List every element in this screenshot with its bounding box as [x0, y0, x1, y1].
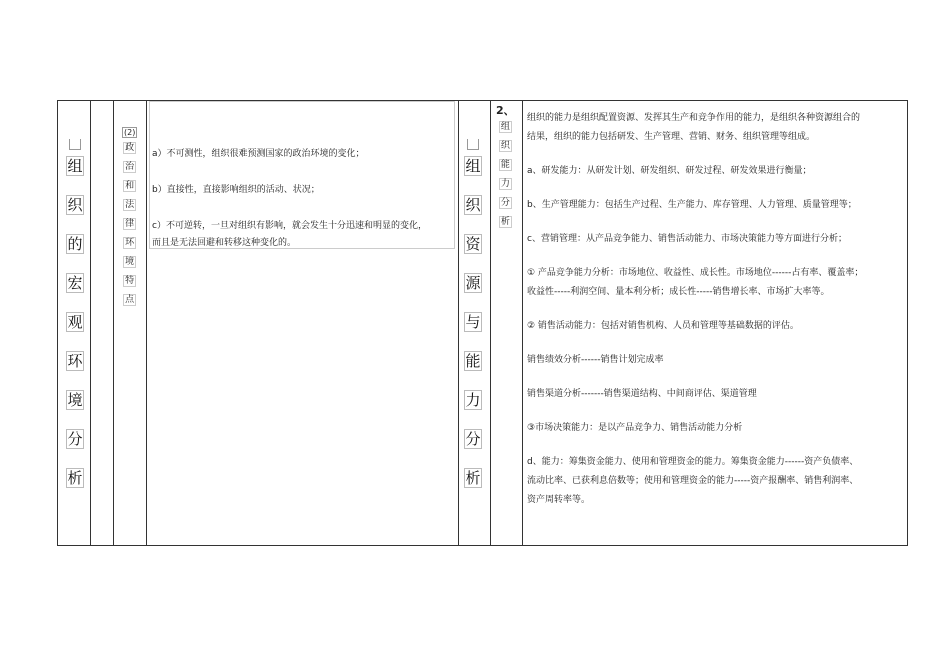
- title-char: 分: [465, 430, 481, 448]
- title-char: 织: [465, 196, 481, 214]
- text-line: ① 产品竞争能力分析：市场地位、收益性、成长性。市场地位------占有率、覆盖率；: [527, 268, 864, 278]
- feature-item: 而且是无法回避和转移这种变化的。: [152, 238, 297, 248]
- subtitle-char: 境: [125, 257, 135, 267]
- column-divider: [522, 101, 523, 545]
- title-char: 环: [67, 352, 83, 370]
- text-line: 收益性-----利润空间、量本利分析；成长性-----销售增长率、市场扩大率等。: [527, 287, 830, 297]
- bracket-mark: [69, 139, 81, 150]
- text-line: 销售绩效分析------销售计划完成率: [527, 355, 664, 365]
- column-divider: [490, 101, 491, 545]
- subtitle-char: 力: [500, 179, 510, 189]
- column-divider: [458, 101, 459, 545]
- text-line: ③市场决策能力：是以产品竞争力、销售活动能力分析: [527, 423, 743, 433]
- subtitle-char: 组: [500, 122, 510, 132]
- text-line: 流动比率、已获利息倍数等；使用和管理资金的能力-----资产报酬率、销售利润率、: [527, 476, 859, 486]
- ability-subtitle: [496, 105, 515, 235]
- content-table: [57, 100, 908, 546]
- subtitle-char: 法: [125, 200, 135, 210]
- text-line: c、营销管理：从产品竞争能力、销售活动能力、市场决策能力等方面进行分析；: [527, 234, 847, 244]
- text-line: 销售渠道分析-------销售渠道结构、中间商评估、渠道管理: [527, 389, 757, 399]
- title-char: 与: [465, 313, 481, 331]
- title-char: 析: [465, 469, 481, 487]
- column-divider: [90, 101, 91, 545]
- title-char: 资: [465, 235, 481, 253]
- title-char: 源: [465, 274, 481, 292]
- title-char: 的: [67, 235, 83, 253]
- feature-item: a）不可测性，组织很难预测国家的政治环境的变化；: [152, 149, 365, 159]
- title-char: 分: [67, 430, 83, 448]
- subtitle-char: 织: [500, 141, 510, 151]
- feature-item: b）直接性，直接影响组织的活动、状况；: [152, 185, 320, 195]
- feature-item: c）不可逆转，一旦对组织有影响，就会发生十分迅速和明显的变化，: [152, 221, 427, 231]
- text-line: d、能力：筹集资金能力、使用和管理资金的能力。筹集资金能力------资产负债率、: [527, 457, 859, 467]
- subtitle-char: 分: [500, 198, 510, 208]
- ability-description: [527, 109, 905, 510]
- subtitle-char: 和: [125, 181, 135, 191]
- political-legal-subtitle: [122, 127, 137, 313]
- text-line: ② 销售活动能力：包括对销售机构、人员和管理等基础数据的评估。: [527, 321, 799, 331]
- subtitle-char: 析: [500, 217, 510, 227]
- column-divider: [146, 101, 147, 545]
- title-char: 织: [67, 196, 83, 214]
- title-char: 组: [465, 157, 481, 175]
- section-number: (2): [124, 128, 136, 137]
- resource-ability-title: [464, 139, 482, 507]
- subtitle-char: 能: [500, 160, 510, 170]
- text-line: 结果，组织的能力包括研发、生产管理、营销、财务、组织管理等组成。: [527, 132, 816, 142]
- subtitle-char: 治: [125, 162, 135, 172]
- text-line: a、研发能力：从研发计划、研发组织、研发过程、研发效果进行衡量；: [527, 166, 812, 176]
- macro-environment-title: [66, 139, 84, 507]
- title-char: 境: [67, 391, 83, 409]
- text-line: 组织的能力是组织配置资源、发挥其生产和竞争作用的能力，是组织各种资源组合的: [527, 113, 861, 123]
- text-line: b、生产管理能力：包括生产过程、生产能力、库存管理、人力管理、质量管理等；: [527, 200, 857, 210]
- column-divider: [113, 101, 114, 545]
- title-char: 组: [67, 157, 83, 175]
- bracket-mark: [467, 139, 479, 150]
- section-number: 2、: [496, 104, 515, 117]
- title-char: 能: [465, 352, 481, 370]
- title-char: 宏: [67, 274, 83, 292]
- subtitle-char: 环: [125, 238, 135, 248]
- title-char: 观: [67, 313, 83, 331]
- title-char: 析: [67, 469, 83, 487]
- subtitle-char: 点: [125, 295, 135, 305]
- text-line: 资产周转率等。: [527, 495, 591, 505]
- subtitle-char: 律: [125, 219, 135, 229]
- subtitle-char: 政: [125, 143, 135, 153]
- subtitle-char: 特: [125, 276, 135, 286]
- title-char: 力: [465, 391, 481, 409]
